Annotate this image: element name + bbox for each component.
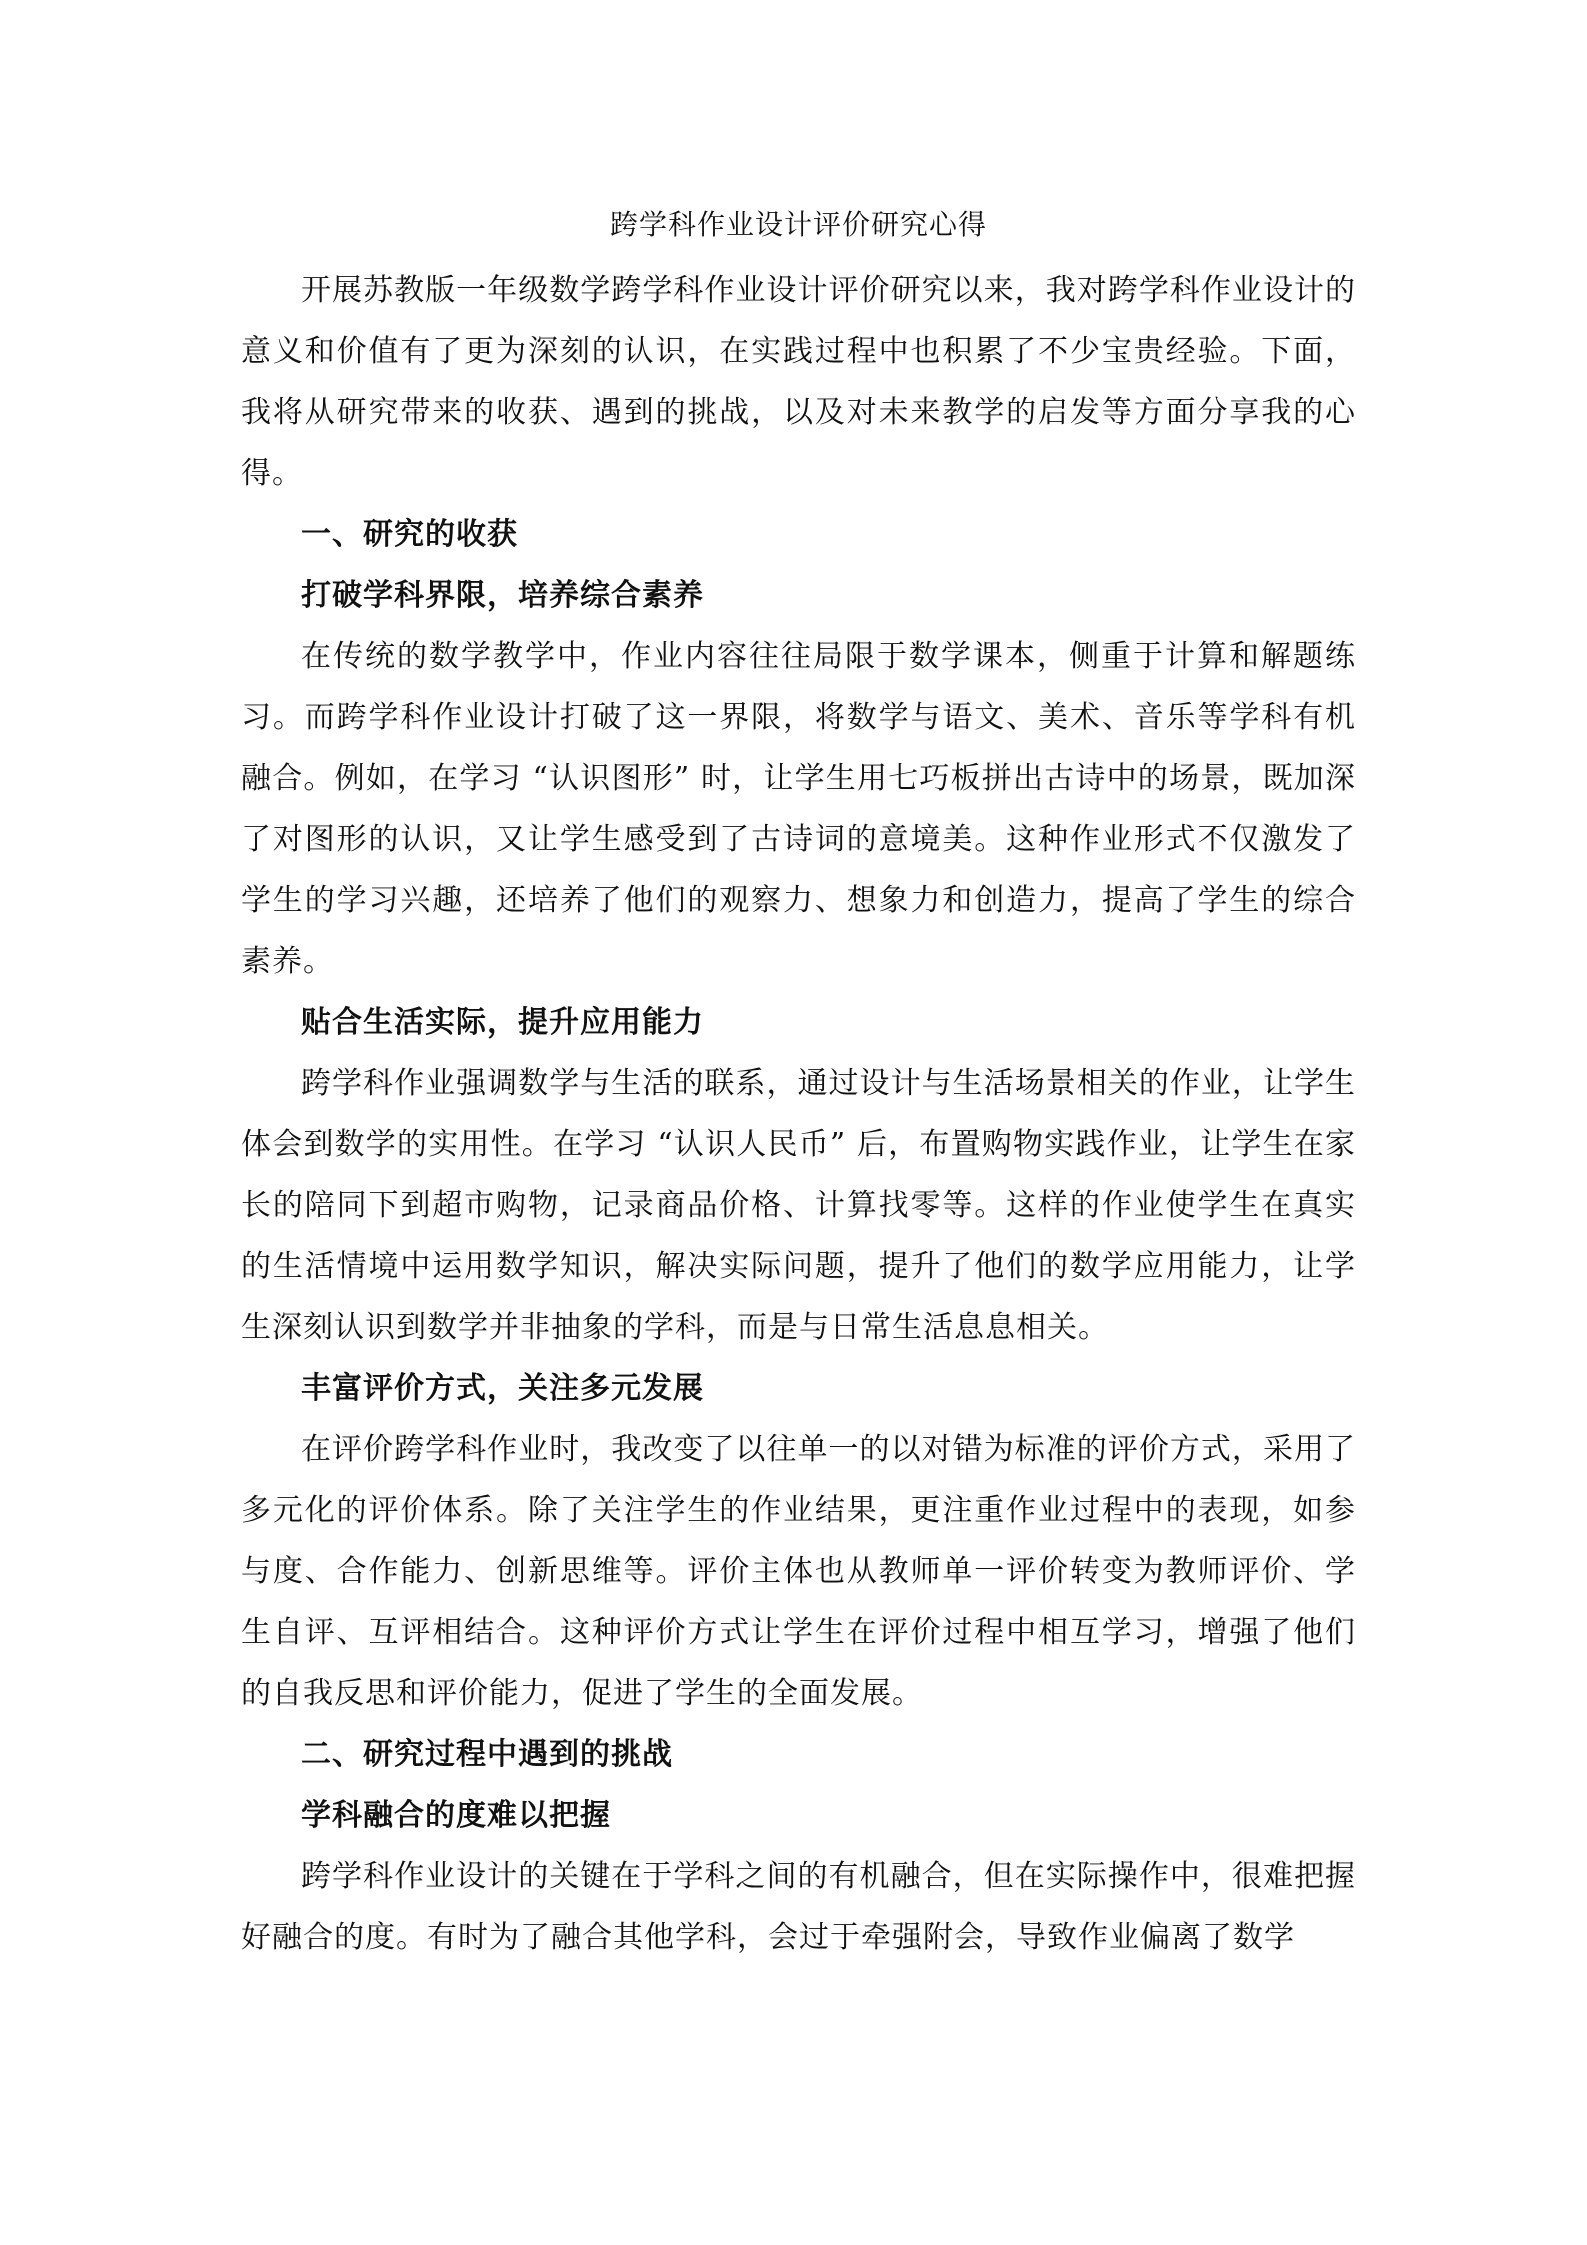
intro-paragraph: 开展苏教版一年级数学跨学科作业设计评价研究以来，我对跨学科作业设计的意义和价值有了更为深刻的认识，在实践过程中也积累了不少宝贵经验。下面，我将从研究带来的收获、遇到的挑战，以及对未来教学的启发等方面分享我的心得。 (241, 273, 1356, 491)
document-title: 跨学科作业设计评价研究心得 (609, 208, 987, 241)
section-heading-1: 一、研究的收获 (301, 517, 518, 552)
subheading-life-application: 贴合生活实际，提升应用能力 (301, 1005, 704, 1040)
subheading-evaluation: 丰富评价方式，关注多元发展 (301, 1371, 704, 1406)
paragraph-fusion-degree: 跨学科作业设计的关键在于学科之间的有机融合，但在实际操作中，很难把握好融合的度。有时为了融合其他学科，会过于牵强附会，导致作业偏离了数学 (241, 1859, 1356, 1955)
subheading-fusion-degree: 学科融合的度难以把握 (301, 1798, 611, 1833)
document-content (241, 196, 1356, 1968)
paragraph-evaluation: 在评价跨学科作业时，我改变了以往单一的以对错为标准的评价方式，采用了多元化的评价体系。除了关注学生的作业结果，更注重作业过程中的表现，如参与度、合作能力、创新思维等。评价主体也从教师单一评价转变为教师评价、学生自评、互评相结合。这种评价方式让学生在评价过程中相互学习，增强了他们的自我反思和评价能力，促进了学生的全面发展。 (241, 1432, 1356, 1711)
section-heading-2: 二、研究过程中遇到的挑战 (301, 1737, 673, 1772)
paragraph-integration: 在传统的数学教学中，作业内容往往局限于数学课本，侧重于计算和解题练习。而跨学科作业设计打破了这一界限，将数学与语文、美术、音乐等学科有机融合。例如，在学习 “认识图形” 时，让学生用七巧板拼出古诗中的场景，既加深了对图形的认识，又让学生感受到了古诗词的意境美。这种作业形式不仅激发了学生的学习兴趣，还培养了他们的观察力、想象力和创造力，提高了学生的综合素养。 (241, 639, 1356, 979)
paragraph-life-application: 跨学科作业强调数学与生活的联系，通过设计与生活场景相关的作业，让学生体会到数学的实用性。在学习 “认识人民币” 后，布置购物实践作业，让学生在家长的陪同下到超市购物，记录商品价格、计算找零等。这样的作业使学生在真实的生活情境中运用数学知识，解决实际问题，提升了他们的数学应用能力，让学生深刻认识到数学并非抽象的学科，而是与日常生活息息相关。 (241, 1066, 1356, 1345)
subheading-integration: 打破学科界限，培养综合素养 (301, 578, 704, 613)
